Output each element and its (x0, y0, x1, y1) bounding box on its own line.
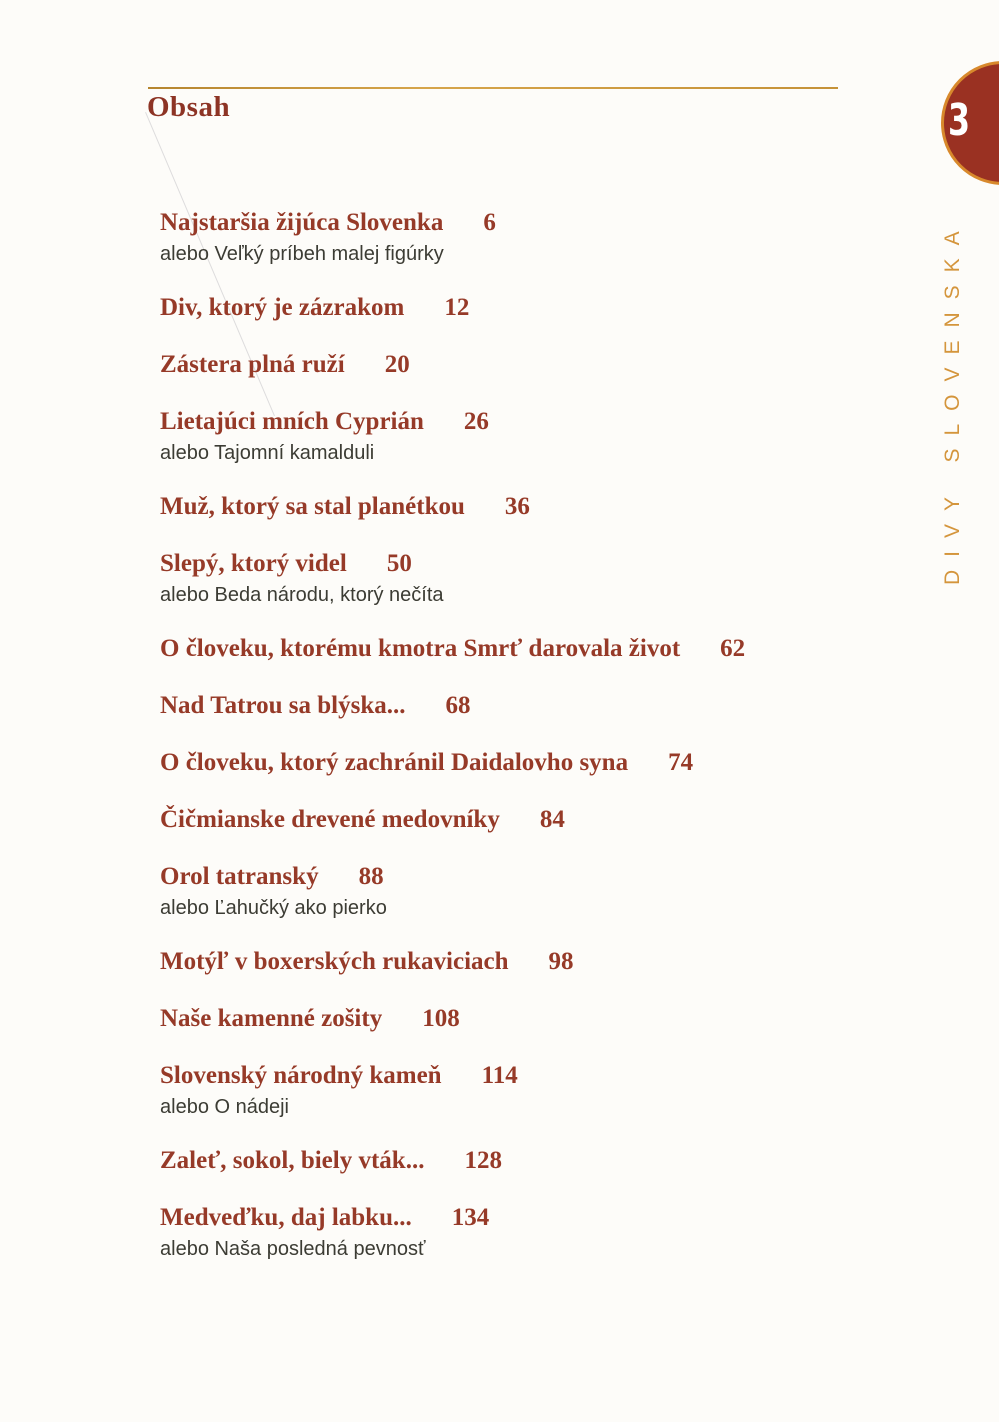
toc-entry-page-number: 68 (445, 692, 471, 719)
toc-entry-page-number: 84 (539, 806, 565, 833)
toc-entry-line (160, 1144, 900, 1178)
toc-entry-title: Zástera plná ruží (160, 351, 345, 378)
toc-entry-page-number: 6 (483, 209, 496, 236)
toc-entry-title: O človeku, ktorý zachránil Daidalovho syna (160, 749, 629, 776)
toc-entry-title: Orol tatranský (160, 863, 319, 890)
toc-entry-line (160, 1059, 900, 1093)
toc-entry-title: Čičmianske drevené medovníky (160, 806, 500, 833)
toc-entry-page-number: 74 (668, 749, 694, 776)
toc-entry-title: Naše kamenné zošity (160, 1005, 383, 1032)
toc-entry-title: Medveďku, daj labku... (160, 1204, 412, 1231)
toc-entry-page-number: 134 (451, 1204, 490, 1231)
toc-entry-page-number: 26 (463, 408, 489, 435)
toc-entry (160, 689, 900, 723)
toc-entry-line (160, 405, 900, 439)
toc-entry (160, 206, 900, 268)
toc-entry-title: Slovenský národný kameň (160, 1062, 442, 1089)
toc-entry (160, 632, 900, 666)
toc-entry-subtitle: alebo Veľký príbeh malej figúrky (160, 243, 444, 265)
toc-entry-subtitle: alebo Naša posledná pevnosť (160, 1238, 426, 1260)
toc-entry-title: Lietajúci mních Cyprián (160, 408, 424, 435)
toc-entry-title: Motýľ v boxerských rukaviciach (160, 948, 509, 975)
toc-entry-line (160, 206, 900, 240)
toc-entry-title: Muž, ktorý sa stal planétkou (160, 493, 465, 520)
toc-entry-title: Slepý, ktorý videl (160, 550, 347, 577)
toc-entry-subtitle: alebo Tajomní kamalduli (160, 442, 375, 464)
toc-entry (160, 1201, 900, 1263)
toc-entry-line (160, 348, 900, 382)
toc-entry (160, 803, 900, 837)
toc-entry-line (160, 1201, 900, 1235)
toc-entry (160, 945, 900, 979)
toc-entry-page-number: 62 (720, 635, 746, 662)
toc-entry-line (160, 803, 900, 837)
toc-entry-title: Najstaršia žijúca Slovenka (160, 209, 444, 236)
side-label-vertical: DIVY SLOVENSKA (941, 218, 964, 585)
toc-entry-line (160, 689, 900, 723)
toc-entry (160, 490, 900, 524)
toc-entry-page-number: 20 (384, 351, 410, 378)
toc-entry-title: O človeku, ktorému kmotra Smrť darovala život (160, 635, 681, 662)
header-gold-rule (148, 87, 838, 89)
toc-entry-line (160, 746, 900, 780)
toc-entry (160, 860, 900, 922)
toc-entry-subtitle: alebo Beda národu, ktorý nečíta (160, 584, 444, 606)
toc-entry-line (160, 1002, 900, 1036)
toc-entry-line (160, 945, 900, 979)
toc-entry-page-number: 50 (386, 550, 412, 577)
toc-entry-page-number: 36 (504, 493, 530, 520)
toc-entry (160, 1059, 900, 1121)
toc-entry (160, 348, 900, 382)
toc-entry-line (160, 860, 900, 894)
page-title: Obsah (147, 91, 231, 123)
toc-list (160, 206, 900, 1286)
toc-entry-line (160, 291, 900, 325)
toc-entry-subtitle: alebo O nádeji (160, 1096, 289, 1118)
toc-entry-subtitle: alebo Ľahučký ako pierko (160, 897, 387, 919)
toc-entry-line (160, 490, 900, 524)
toc-entry-page-number: 128 (464, 1147, 502, 1174)
toc-entry-title: Zaleť, sokol, biely vták... (160, 1147, 425, 1174)
toc-entry-page-number: 12 (444, 294, 470, 321)
toc-entry (160, 1002, 900, 1036)
toc-entry (160, 1144, 900, 1178)
toc-entry-line (160, 632, 900, 666)
toc-entry (160, 405, 900, 467)
toc-entry (160, 291, 900, 325)
toc-entry-line (160, 547, 900, 581)
toc-entry-page-number: 108 (422, 1005, 460, 1032)
toc-entry-page-number: 114 (481, 1062, 518, 1089)
toc-entry-page-number: 98 (548, 948, 574, 975)
toc-entry-page-number: 88 (358, 863, 384, 890)
toc-entry (160, 547, 900, 609)
toc-entry-title: Nad Tatrou sa blýska... (160, 692, 406, 719)
toc-entry-title: Div, ktorý je zázrakom (160, 294, 405, 321)
toc-entry (160, 746, 900, 780)
page-number-text: 3 (948, 95, 971, 146)
